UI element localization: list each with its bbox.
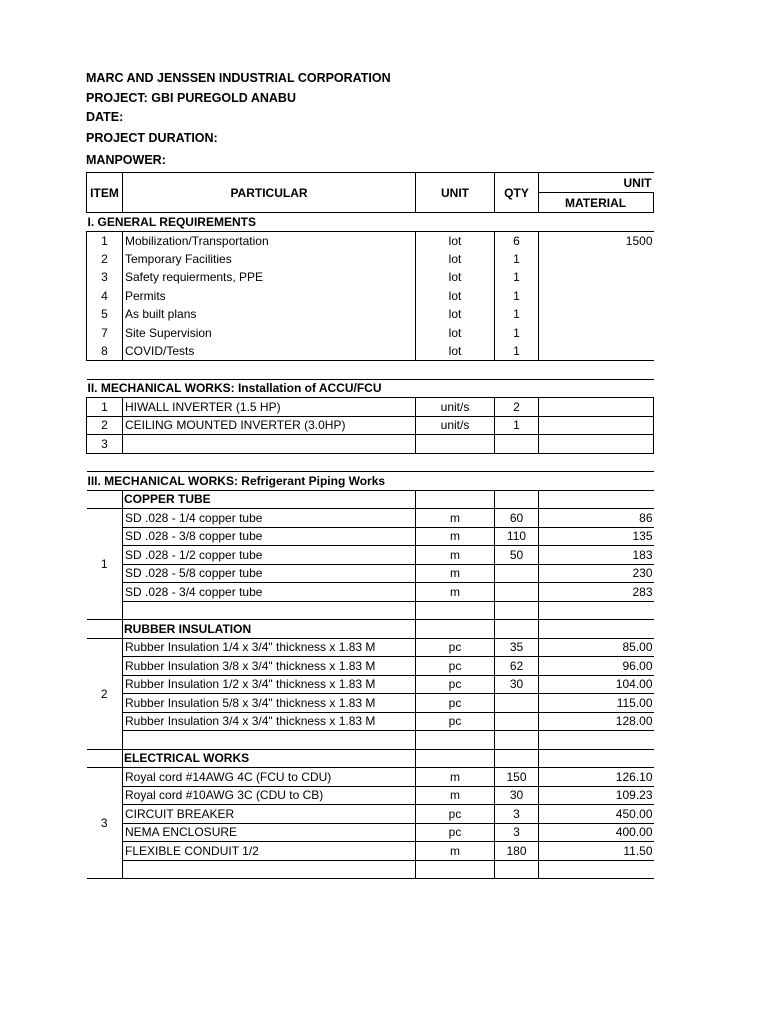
unit-blank	[416, 860, 495, 879]
material-cell	[539, 287, 654, 306]
material-cell: 126.10	[539, 768, 654, 787]
copper-tube-label: COPPER TUBE	[123, 490, 416, 509]
qty-cell: 1	[495, 250, 539, 269]
table-row	[87, 287, 654, 306]
bill-of-quantities-table	[86, 172, 654, 879]
qty-blank	[495, 601, 539, 620]
particular-cell: SD .028 - 1/4 copper tube	[123, 509, 416, 528]
material-cell: 400.00	[539, 823, 654, 842]
qty-cell: 60	[495, 509, 539, 528]
qty-blank	[495, 490, 539, 509]
qty-cell	[495, 712, 539, 731]
unit-cell: lot	[416, 287, 495, 306]
qty-cell	[495, 583, 539, 602]
particular-cell: SD .028 - 5/8 copper tube	[123, 564, 416, 583]
particular-cell: SD .028 - 1/2 copper tube	[123, 546, 416, 565]
particular-cell: Royal cord #10AWG 3C (CDU to CB)	[123, 786, 416, 805]
material-cell: 183	[539, 546, 654, 565]
material-cell: 128.00	[539, 712, 654, 731]
electrical-works-item-number: 3	[87, 768, 123, 879]
unit-cell: pc	[416, 823, 495, 842]
table-row	[87, 805, 654, 824]
unit-cell: unit/s	[416, 398, 495, 417]
unit-blank	[416, 601, 495, 620]
rubber-insulation-item-number: 2	[87, 638, 123, 749]
material-cell: 230	[539, 564, 654, 583]
table-row	[87, 416, 654, 435]
material-cell: 104.00	[539, 675, 654, 694]
project-label: PROJECT: GBI PUREGOLD ANABU	[86, 91, 296, 105]
particular-blank	[123, 860, 416, 879]
item-blank	[87, 749, 123, 768]
table-row	[87, 305, 654, 324]
particular-cell: Permits	[123, 287, 416, 306]
unit-cell: lot	[416, 342, 495, 361]
material-blank	[539, 601, 654, 620]
unit-cell: lot	[416, 324, 495, 343]
particular-cell: Rubber Insulation 1/2 x 3/4" thickness x 1.83 M	[123, 675, 416, 694]
qty-cell	[495, 435, 539, 454]
material-cell: 283	[539, 583, 654, 602]
particular-cell: Temporary Facilities	[123, 250, 416, 269]
electrical-works-label-row	[87, 749, 654, 768]
material-cell: 85.00	[539, 638, 654, 657]
unit-cell: pc	[416, 712, 495, 731]
item-number: 3	[87, 435, 123, 454]
qty-blank	[495, 860, 539, 879]
item-blank	[87, 620, 123, 639]
qty-cell: 62	[495, 657, 539, 676]
item-blank	[87, 490, 123, 509]
unit-blank	[416, 749, 495, 768]
qty-cell: 110	[495, 527, 539, 546]
qty-cell: 1	[495, 287, 539, 306]
unit-cell: pc	[416, 657, 495, 676]
unit-cell: m	[416, 583, 495, 602]
table-row	[87, 231, 654, 250]
material-blank	[539, 620, 654, 639]
item-number: 8	[87, 342, 123, 361]
particular-blank	[123, 601, 416, 620]
particular-cell: SD .028 - 3/8 copper tube	[123, 527, 416, 546]
material-cell: 109.23	[539, 786, 654, 805]
qty-cell: 3	[495, 823, 539, 842]
material-blank	[539, 490, 654, 509]
material-cell	[539, 416, 654, 435]
unit-cell: lot	[416, 250, 495, 269]
material-cell	[539, 435, 654, 454]
unit-cell: pc	[416, 675, 495, 694]
manpower-label: MANPOWER:	[86, 153, 166, 167]
qty-cell: 6	[495, 231, 539, 250]
particular-cell: As built plans	[123, 305, 416, 324]
material-cell: 11.50	[539, 842, 654, 861]
column-header-qty: QTY	[495, 173, 539, 213]
item-number: 1	[87, 398, 123, 417]
particular-cell: Royal cord #14AWG 4C (FCU to CDU)	[123, 768, 416, 787]
item-number: 5	[87, 305, 123, 324]
particular-cell: SD .028 - 3/4 copper tube	[123, 583, 416, 602]
qty-cell: 30	[495, 786, 539, 805]
section-mechanical-accu-fcu	[87, 379, 654, 398]
qty-cell: 1	[495, 324, 539, 343]
column-header-material: MATERIAL	[539, 193, 654, 213]
column-group-header-unit: UNIT	[539, 173, 654, 193]
spacer-row	[87, 453, 654, 472]
table-row	[87, 768, 654, 787]
qty-blank	[495, 731, 539, 750]
particular-cell	[123, 435, 416, 454]
unit-blank	[416, 620, 495, 639]
qty-cell: 3	[495, 805, 539, 824]
unit-cell: m	[416, 564, 495, 583]
unit-cell: lot	[416, 231, 495, 250]
table-row	[87, 342, 654, 361]
table-row	[87, 564, 654, 583]
item-number: 3	[87, 268, 123, 287]
table-row	[87, 712, 654, 731]
qty-blank	[495, 749, 539, 768]
header-row	[87, 173, 654, 193]
material-cell: 1500	[539, 231, 654, 250]
unit-cell: pc	[416, 805, 495, 824]
qty-cell: 1	[495, 416, 539, 435]
unit-cell: lot	[416, 305, 495, 324]
qty-cell	[495, 694, 539, 713]
particular-cell: CEILING MOUNTED INVERTER (3.0HP)	[123, 416, 416, 435]
particular-cell: Mobilization/Transportation	[123, 231, 416, 250]
spacer-row	[87, 361, 654, 380]
empty-row	[87, 731, 654, 750]
particular-cell: NEMA ENCLOSURE	[123, 823, 416, 842]
section-mechanical-piping	[87, 472, 654, 491]
qty-cell: 50	[495, 546, 539, 565]
date-label: DATE:	[86, 110, 124, 124]
material-cell	[539, 268, 654, 287]
section-title: II. MECHANICAL WORKS: Installation of ACCU/FCU	[87, 379, 654, 398]
table-row	[87, 527, 654, 546]
particular-cell: COVID/Tests	[123, 342, 416, 361]
table-row	[87, 842, 654, 861]
section-general-requirements	[87, 213, 654, 232]
unit-cell: m	[416, 786, 495, 805]
material-cell: 115.00	[539, 694, 654, 713]
company-name: MARC AND JENSSEN INDUSTRIAL CORPORATION	[86, 71, 391, 85]
copper-tube-item-number: 1	[87, 509, 123, 620]
qty-cell: 180	[495, 842, 539, 861]
table-row	[87, 509, 654, 528]
column-header-unit: UNIT	[416, 173, 495, 213]
table-row	[87, 324, 654, 343]
table-row	[87, 546, 654, 565]
particular-cell: Rubber Insulation 1/4 x 3/4" thickness x 1.83 M	[123, 638, 416, 657]
material-cell	[539, 324, 654, 343]
copper-tube-label-row	[87, 490, 654, 509]
table-row	[87, 823, 654, 842]
particular-cell: CIRCUIT BREAKER	[123, 805, 416, 824]
unit-cell: m	[416, 768, 495, 787]
table-row	[87, 435, 654, 454]
unit-cell: m	[416, 509, 495, 528]
qty-cell: 2	[495, 398, 539, 417]
material-cell	[539, 305, 654, 324]
material-cell: 86	[539, 509, 654, 528]
electrical-works-label: ELECTRICAL WORKS	[123, 749, 416, 768]
table-row	[87, 398, 654, 417]
table-row	[87, 786, 654, 805]
table-row	[87, 694, 654, 713]
material-cell	[539, 398, 654, 417]
rubber-insulation-label-row	[87, 620, 654, 639]
table-row	[87, 268, 654, 287]
rubber-insulation-label: RUBBER INSULATION	[123, 620, 416, 639]
spacer-cell	[87, 453, 654, 472]
material-cell: 96.00	[539, 657, 654, 676]
unit-cell: m	[416, 842, 495, 861]
qty-cell: 35	[495, 638, 539, 657]
particular-cell: Site Supervision	[123, 324, 416, 343]
particular-blank	[123, 731, 416, 750]
column-header-item: ITEM	[87, 173, 123, 213]
material-cell: 135	[539, 527, 654, 546]
particular-cell: Rubber Insulation 3/8 x 3/4" thickness x 1.83 M	[123, 657, 416, 676]
empty-row	[87, 601, 654, 620]
particular-cell: FLEXIBLE CONDUIT 1/2	[123, 842, 416, 861]
unit-blank	[416, 731, 495, 750]
item-number: 7	[87, 324, 123, 343]
material-cell	[539, 342, 654, 361]
material-cell	[539, 250, 654, 269]
table-row	[87, 657, 654, 676]
particular-cell: Rubber Insulation 5/8 x 3/4" thickness x 1.83 M	[123, 694, 416, 713]
column-header-particular: PARTICULAR	[123, 173, 416, 213]
qty-cell: 1	[495, 342, 539, 361]
unit-cell: m	[416, 546, 495, 565]
spacer-cell	[87, 361, 654, 380]
item-number: 1	[87, 231, 123, 250]
material-cell: 450.00	[539, 805, 654, 824]
table-row	[87, 675, 654, 694]
material-blank	[539, 860, 654, 879]
qty-cell	[495, 564, 539, 583]
unit-blank	[416, 490, 495, 509]
qty-cell: 30	[495, 675, 539, 694]
section-title: I. GENERAL REQUIREMENTS	[87, 213, 654, 232]
particular-cell: Safety requierments, PPE	[123, 268, 416, 287]
section-title: III. MECHANICAL WORKS: Refrigerant Piping Works	[87, 472, 654, 491]
material-blank	[539, 749, 654, 768]
unit-cell: m	[416, 527, 495, 546]
unit-cell	[416, 435, 495, 454]
material-blank	[539, 731, 654, 750]
particular-cell: Rubber Insulation 3/4 x 3/4" thickness x 1.83 M	[123, 712, 416, 731]
unit-cell: pc	[416, 694, 495, 713]
unit-cell: pc	[416, 638, 495, 657]
particular-cell: HIWALL INVERTER (1.5 HP)	[123, 398, 416, 417]
table-row	[87, 583, 654, 602]
qty-cell: 1	[495, 268, 539, 287]
qty-cell: 1	[495, 305, 539, 324]
project-duration-label: PROJECT DURATION:	[86, 131, 218, 145]
unit-cell: unit/s	[416, 416, 495, 435]
unit-cell: lot	[416, 268, 495, 287]
table-row	[87, 250, 654, 269]
qty-blank	[495, 620, 539, 639]
item-number: 2	[87, 416, 123, 435]
item-number: 4	[87, 287, 123, 306]
qty-cell: 150	[495, 768, 539, 787]
table-row	[87, 638, 654, 657]
empty-row	[87, 860, 654, 879]
item-number: 2	[87, 250, 123, 269]
